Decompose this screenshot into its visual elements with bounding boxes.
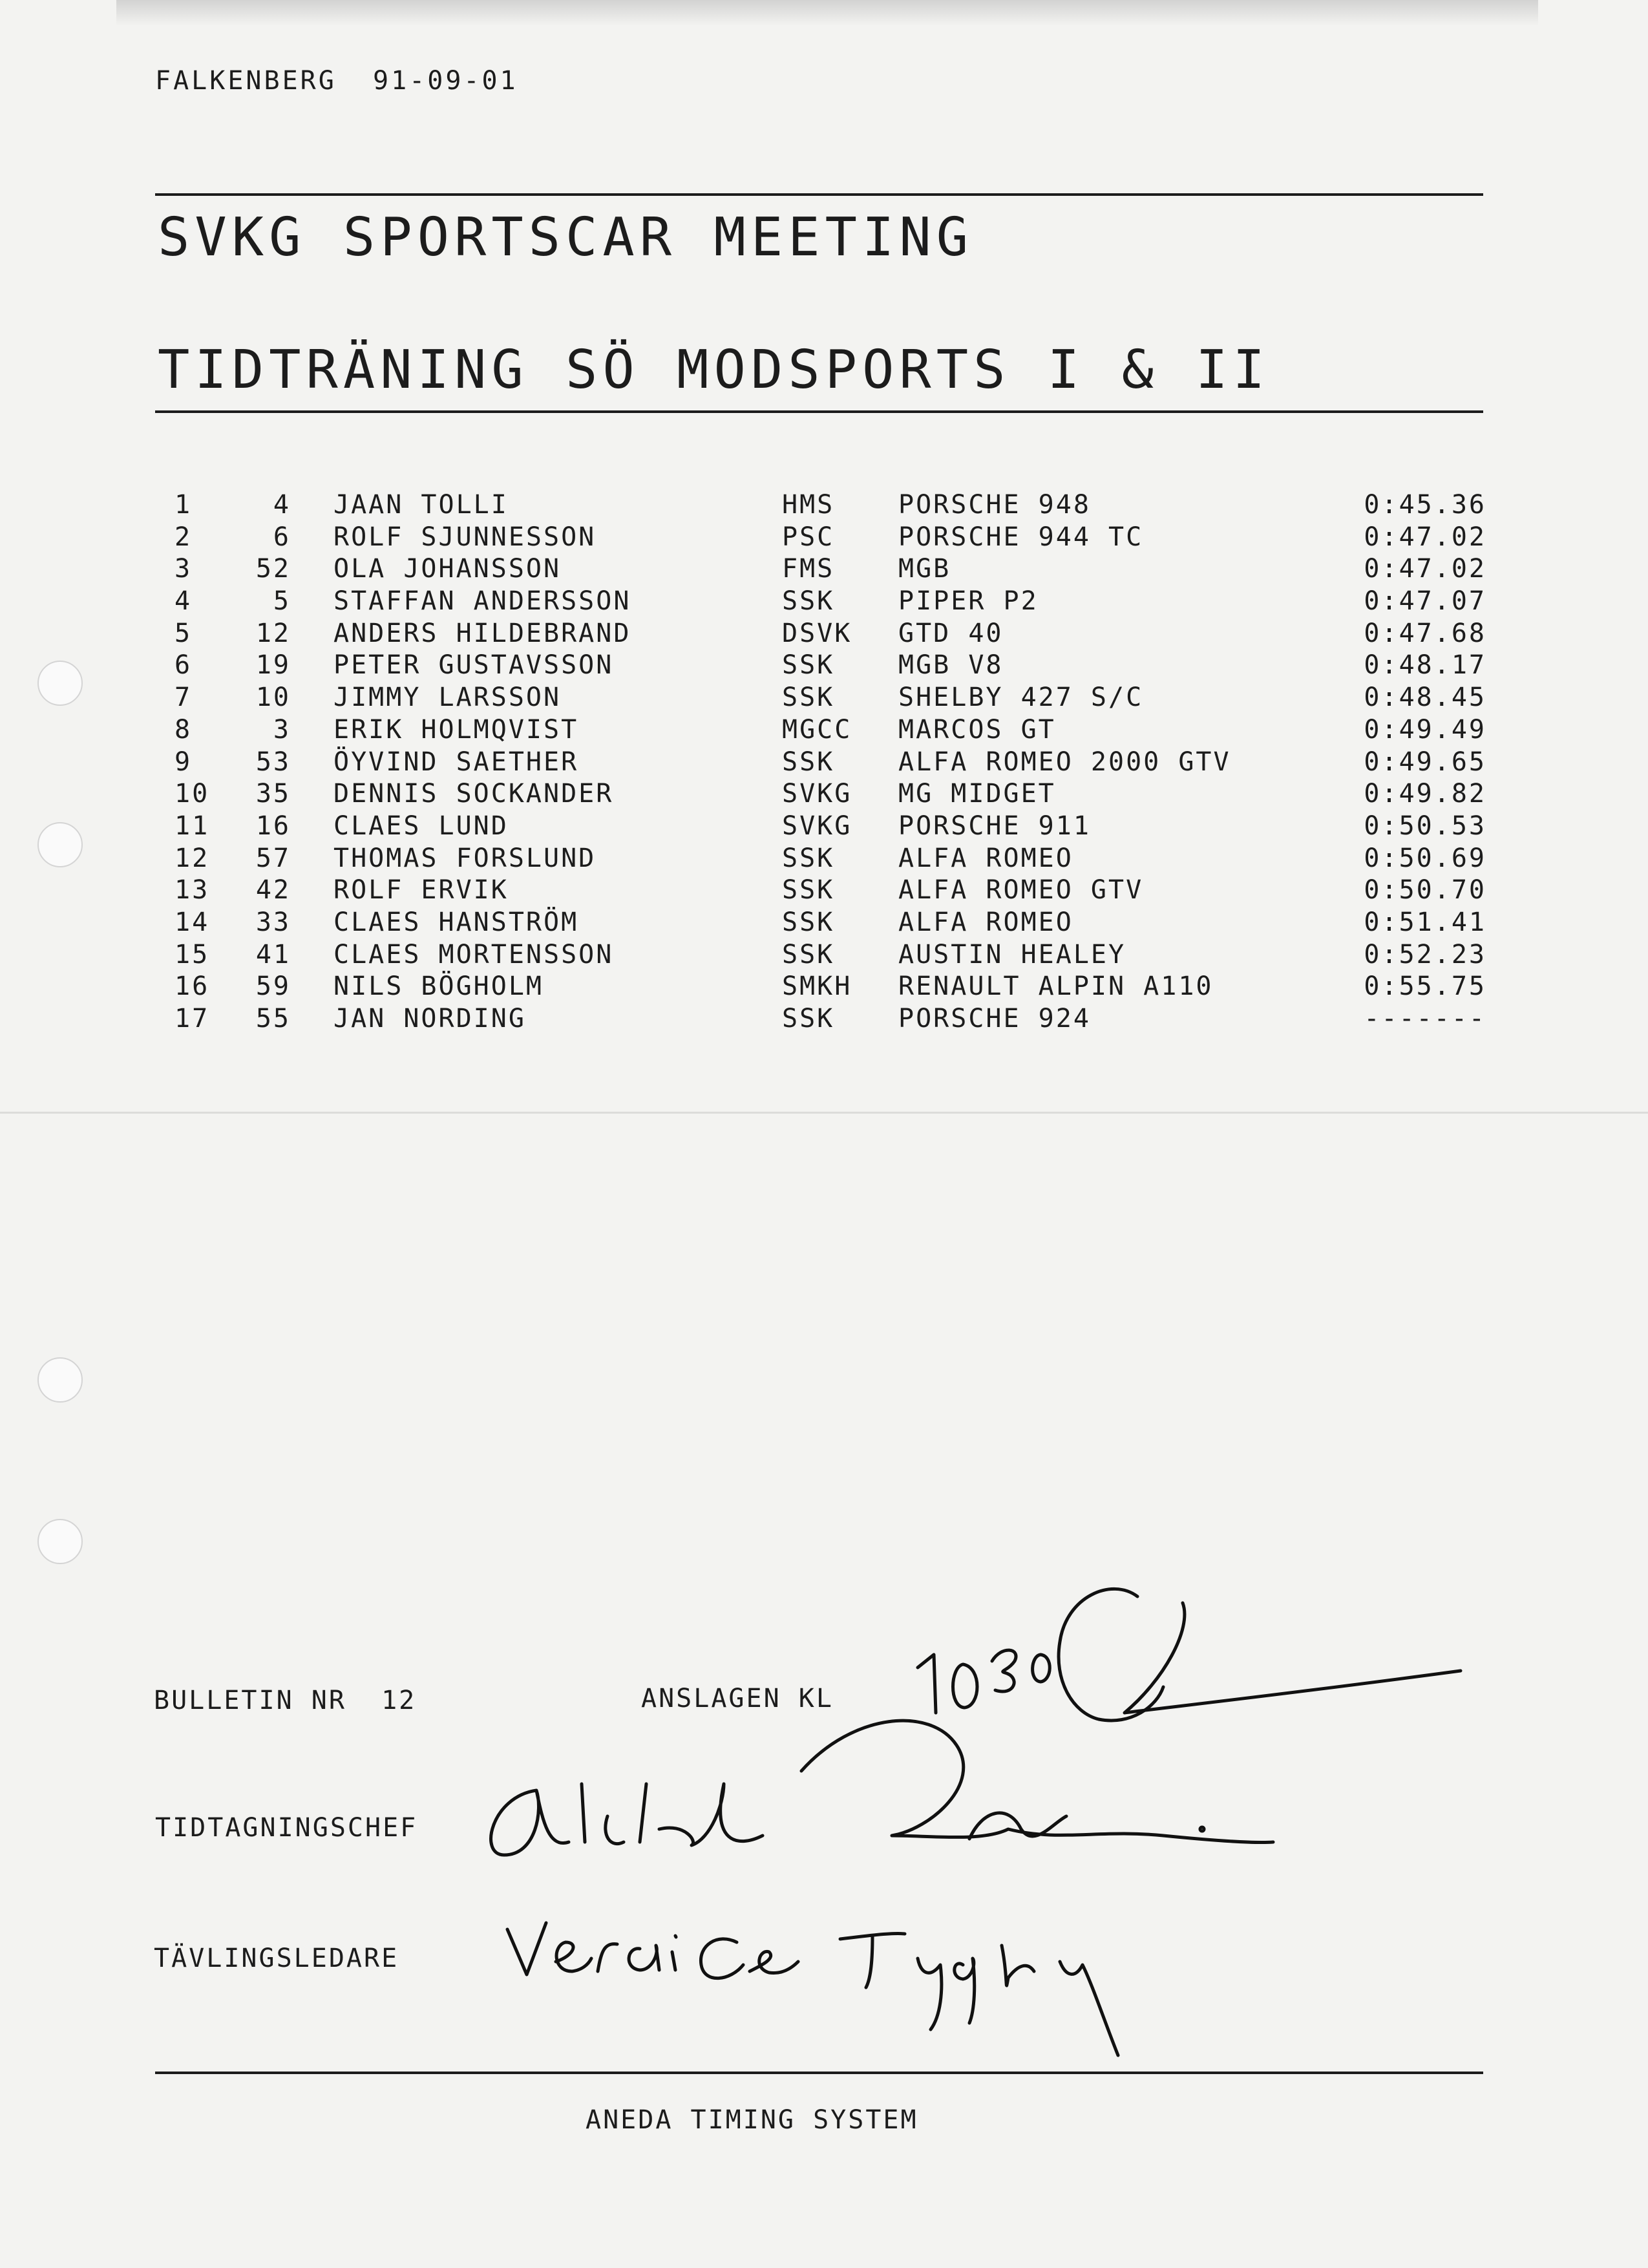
- car-model-cell: ALFA ROMEO: [898, 907, 1073, 937]
- table-row: [174, 554, 1486, 586]
- table-row: [174, 619, 1486, 651]
- car-model-cell: AUSTIN HEALEY: [898, 939, 1126, 970]
- lap-time-cell: 0:48.45: [1364, 683, 1486, 713]
- lap-time-cell: 0:49.65: [1364, 747, 1486, 777]
- car-model-cell: PORSCHE 924: [898, 1004, 1091, 1033]
- lap-time-cell: 0:49.82: [1364, 779, 1486, 809]
- table-row: [174, 747, 1486, 779]
- car-number-cell: 57: [255, 843, 291, 873]
- punch-hole: [37, 1357, 83, 1403]
- club-cell: SSK: [782, 843, 835, 873]
- driver-name-cell: NILS BÖGHOLM: [333, 971, 544, 1002]
- club-cell: DSVK: [782, 618, 852, 648]
- lap-time-cell: 0:45.36: [1364, 490, 1486, 520]
- car-model-cell: MARCOS GT: [898, 714, 1056, 745]
- lap-time-cell: 0:50.70: [1364, 875, 1486, 906]
- car-number-cell: 16: [255, 811, 291, 841]
- driver-name-cell: ANDERS HILDEBRAND: [333, 618, 631, 648]
- position-cell: 8: [174, 714, 193, 745]
- driver-name-cell: DENNIS SOCKANDER: [333, 779, 614, 809]
- position-cell: 5: [174, 618, 193, 648]
- table-row: [174, 940, 1486, 972]
- race-director-label: TÄVLINGSLEDARE: [154, 1944, 399, 1973]
- header-rule: [155, 410, 1483, 413]
- position-cell: 6: [174, 650, 193, 681]
- car-model-cell: ALFA ROMEO GTV: [898, 875, 1144, 906]
- position-cell: 1: [174, 490, 193, 520]
- car-number-cell: 12: [255, 618, 291, 648]
- car-number-cell: 59: [255, 971, 291, 1002]
- lap-time-cell: 0:52.23: [1364, 939, 1486, 970]
- driver-name-cell: CLAES LUND: [333, 811, 509, 841]
- location-date: FALKENBERG 91-09-01: [155, 66, 518, 96]
- lap-time-cell: 0:50.69: [1364, 843, 1486, 873]
- position-cell: 17: [174, 1004, 210, 1033]
- car-number-cell: 19: [255, 650, 291, 681]
- table-row: [174, 715, 1486, 747]
- lap-time-cell: 0:51.41: [1364, 907, 1486, 937]
- footer-rule: [155, 2072, 1483, 2074]
- club-cell: SMKH: [782, 971, 852, 1002]
- paper-fold: [0, 1112, 1648, 1114]
- car-model-cell: PORSCHE 948: [898, 490, 1091, 520]
- club-cell: SSK: [782, 683, 835, 713]
- table-row: [174, 907, 1486, 940]
- lap-time-cell: 0:47.02: [1364, 522, 1486, 552]
- club-cell: SVKG: [782, 811, 852, 841]
- driver-name-cell: PETER GUSTAVSSON: [333, 650, 614, 681]
- race-director-signature: [507, 1923, 1118, 2055]
- driver-name-cell: STAFFAN ANDERSSON: [333, 586, 631, 617]
- driver-name-cell: CLAES HANSTRÖM: [333, 907, 579, 937]
- club-cell: SSK: [782, 907, 835, 937]
- car-model-cell: PORSCHE 944 TC: [898, 522, 1144, 552]
- lap-time-cell: 0:47.68: [1364, 618, 1486, 648]
- table-row: [174, 683, 1486, 715]
- car-number-cell: 33: [255, 907, 291, 937]
- position-cell: 15: [174, 939, 210, 970]
- position-cell: 11: [174, 811, 210, 841]
- car-model-cell: GTD 40: [898, 618, 1004, 648]
- car-number-cell: 10: [255, 683, 291, 713]
- timing-chief-signature: [491, 1721, 1273, 1855]
- club-cell: PSC: [782, 522, 835, 552]
- lap-time-cell: 0:50.53: [1364, 811, 1486, 841]
- header-rule: [155, 193, 1483, 196]
- club-cell: SSK: [782, 875, 835, 906]
- club-cell: FMS: [782, 554, 835, 584]
- club-cell: SSK: [782, 939, 835, 970]
- car-number-cell: 41: [255, 939, 291, 970]
- driver-name-cell: CLAES MORTENSSON: [333, 939, 614, 970]
- table-row: [174, 811, 1486, 843]
- table-row: [174, 490, 1486, 522]
- driver-name-cell: THOMAS FORSLUND: [333, 843, 597, 873]
- posted-time-label: ANSLAGEN KL: [641, 1684, 834, 1713]
- position-cell: 9: [174, 747, 193, 777]
- car-number-cell: 35: [255, 779, 291, 809]
- car-model-cell: RENAULT ALPIN A110: [898, 971, 1214, 1002]
- car-model-cell: ALFA ROMEO 2000 GTV: [898, 747, 1231, 777]
- driver-name-cell: ÖYVIND SAETHER: [333, 747, 579, 777]
- car-number-cell: 42: [255, 875, 291, 906]
- lap-time-cell: 0:49.49: [1364, 714, 1486, 745]
- table-row: [174, 843, 1486, 876]
- driver-name-cell: ROLF SJUNNESSON: [333, 522, 597, 552]
- position-cell: 3: [174, 554, 193, 584]
- car-number-cell: 5: [273, 586, 291, 617]
- lap-time-cell: 0:47.02: [1364, 554, 1486, 584]
- club-cell: SVKG: [782, 779, 852, 809]
- session-title: TIDTRÄNING SÖ MODSPORTS I & II: [158, 339, 1271, 401]
- position-cell: 10: [174, 779, 210, 809]
- driver-name-cell: JIMMY LARSSON: [333, 683, 562, 713]
- position-cell: 13: [174, 875, 210, 906]
- car-model-cell: MGB: [898, 554, 951, 584]
- punch-hole: [37, 1519, 83, 1564]
- results-table: [174, 490, 1486, 1036]
- position-cell: 12: [174, 843, 210, 873]
- driver-name-cell: OLA JOHANSSON: [333, 554, 562, 584]
- club-cell: MGCC: [782, 714, 852, 745]
- timing-chief-label: TIDTAGNINGSCHEF: [155, 1813, 418, 1843]
- club-cell: SSK: [782, 747, 835, 777]
- lap-time-cell: 0:48.17: [1364, 650, 1486, 681]
- club-cell: SSK: [782, 586, 835, 617]
- handwritten-posted-time: [918, 1650, 1050, 1713]
- car-number-cell: 53: [255, 747, 291, 777]
- table-row: [174, 650, 1486, 683]
- punch-hole: [37, 822, 83, 867]
- car-model-cell: PIPER P2: [898, 586, 1039, 617]
- table-row: [174, 779, 1486, 811]
- car-number-cell: 6: [273, 522, 291, 552]
- car-model-cell: MG MIDGET: [898, 779, 1056, 809]
- car-number-cell: 55: [255, 1004, 291, 1033]
- club-cell: HMS: [782, 490, 835, 520]
- initials-signature: [1059, 1589, 1461, 1721]
- club-cell: SSK: [782, 650, 835, 681]
- table-row: [174, 586, 1486, 619]
- position-cell: 16: [174, 971, 210, 1002]
- club-cell: SSK: [782, 1004, 835, 1033]
- punch-hole: [37, 661, 83, 706]
- car-model-cell: SHELBY 427 S/C: [898, 683, 1144, 713]
- driver-name-cell: ERIK HOLMQVIST: [333, 714, 579, 745]
- car-model-cell: MGB V8: [898, 650, 1004, 681]
- car-number-cell: 4: [273, 490, 291, 520]
- car-number-cell: 3: [273, 714, 291, 745]
- car-number-cell: 52: [255, 554, 291, 584]
- event-title: SVKG SPORTSCAR MEETING: [158, 207, 974, 268]
- lap-time-cell: 0:55.75: [1364, 971, 1486, 1002]
- driver-name-cell: ROLF ERVIK: [333, 875, 509, 906]
- lap-time-cell: -------: [1364, 1004, 1486, 1033]
- timing-system-footer: ANEDA TIMING SYSTEM: [586, 2105, 918, 2135]
- bulletin-number: BULLETIN NR 12: [154, 1686, 417, 1715]
- table-row: [174, 971, 1486, 1004]
- position-cell: 2: [174, 522, 193, 552]
- table-row: [174, 875, 1486, 907]
- car-model-cell: ALFA ROMEO: [898, 843, 1073, 873]
- position-cell: 7: [174, 683, 193, 713]
- position-cell: 14: [174, 907, 210, 937]
- driver-name-cell: JAAN TOLLI: [333, 490, 509, 520]
- table-row: [174, 1004, 1486, 1036]
- photocopy-smudge: [116, 0, 1538, 26]
- driver-name-cell: JAN NORDING: [333, 1004, 526, 1033]
- car-model-cell: PORSCHE 911: [898, 811, 1091, 841]
- lap-time-cell: 0:47.07: [1364, 586, 1486, 617]
- table-row: [174, 522, 1486, 555]
- position-cell: 4: [174, 586, 193, 617]
